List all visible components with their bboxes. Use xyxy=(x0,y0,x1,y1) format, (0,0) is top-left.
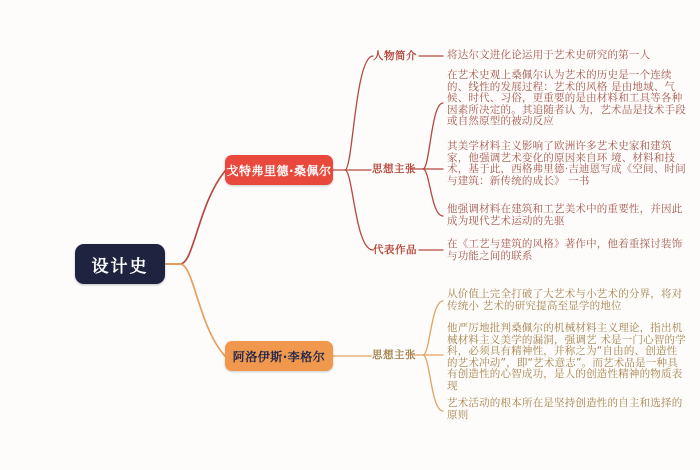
connector-thought2-to-text3 xyxy=(423,355,443,411)
text-thought-semper-2[interactable]: 其美学材料主义影响了欧洲许多艺术史家和建筑家，他强调艺术变化的原因来自环 境、材料和技术，基于此，西格弗里德·吉迪恩写成《空间、时间与建筑：新传统的成长》 一书 xyxy=(447,140,686,187)
connector-semper-to-works xyxy=(345,170,373,250)
subtopic-thought-semper[interactable]: 思想主张 xyxy=(372,163,416,175)
text-thought-riegl-2[interactable]: 他严厉地批判桑佩尔的机械材料主义理论，指出机械材料主义美学的漏洞，强调艺 术是一门心智的学科，必须具有精神性，并称之为“自由的、创造性的艺术冲动”，即“艺术意志”。而艺术品是一种具有创造性的心智成功，是人的创造性精神的物质表现 xyxy=(447,322,686,392)
subtopic-works[interactable]: 代表作品 xyxy=(373,244,417,256)
text-thought-semper-3[interactable]: 他强调材料在建筑和工艺美术中的重要性，并因此成为现代艺术运动的先驱 xyxy=(447,203,683,227)
branch-node-riegl[interactable]: 阿洛伊斯·李格尔 xyxy=(225,341,333,371)
branch-node-semper[interactable]: 戈特弗里德·桑佩尔 xyxy=(225,155,333,185)
text-thought-riegl-3[interactable]: 艺术活动的根本所在是坚持创造性的自主和选择的原则 xyxy=(447,397,683,421)
root-node-design-history[interactable]: 设计史 xyxy=(75,244,165,284)
connector-thought1-to-text1 xyxy=(423,103,443,169)
connector-root-to-riegl xyxy=(166,264,225,356)
text-profile-1[interactable]: 将达尔文进化论运用于艺术史研究的第一人 xyxy=(447,49,651,61)
text-thought-riegl-1[interactable]: 从价值上完全打破了大艺术与小艺术的分界，将对传统小 艺术的研究提高至显学的地位 xyxy=(447,288,683,312)
text-thought-semper-1[interactable]: 在艺术史观上桑佩尔认为艺术的历史是一个连续的、线性的发展过程：艺术的风格 是由地域、气候、时代、习俗，更重要的是由材料和工具等各种因素所决定的。其追随者认 为，艺术品是技术手段或自然原型的被动反应 xyxy=(447,69,686,128)
connector-root-to-semper xyxy=(166,171,225,264)
subtopic-thought-riegl[interactable]: 思想主张 xyxy=(372,349,416,361)
connector-thought2-to-text1 xyxy=(423,301,443,355)
subtopic-profile[interactable]: 人物简介 xyxy=(373,50,417,62)
connector-semper-to-profile xyxy=(345,56,373,170)
text-works-1[interactable]: 在《工艺与建筑的风格》著作中，他着重探讨装饰与功能之间的联系 xyxy=(447,238,683,262)
connector-thought1-to-text3 xyxy=(423,169,443,216)
